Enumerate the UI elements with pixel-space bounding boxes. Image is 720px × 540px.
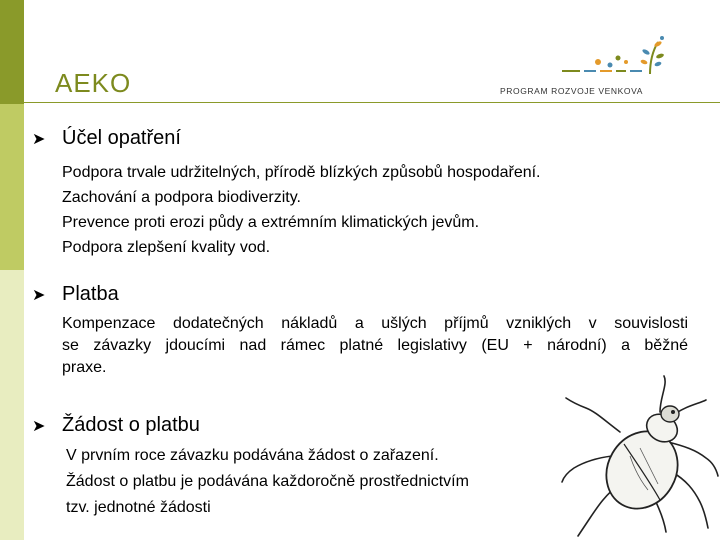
body-line: se závazky jdoucími nad rámec platné legislativy (EU + národní) a běžné [62,337,688,354]
arrow-bullet-icon: ➤ [32,418,46,435]
body-line: Prevence proti erozi půdy a extrémním klimatických jevům. [62,214,480,231]
arrow-bullet-icon: ➤ [32,131,46,148]
sidebar-bottom-block [0,270,24,540]
section-body-ucel [62,160,541,260]
body-line: V prvním roce závazku podávána žádost o zařazení. [66,447,439,464]
body-line: Podpora trvale udržitelných, přírodě blízkých způsobů hospodaření. [62,164,541,181]
section-body-zadost [66,443,469,521]
body-line: Podpora zlepšení kvality vod. [62,239,271,256]
header-divider [24,102,720,103]
slide-title: AEKO [55,68,132,98]
sidebar-middle-block [0,104,24,270]
section-body-platba [62,313,688,379]
logo-graphic-icon [500,34,676,86]
logo-text: PROGRAM ROZVOJE VENKOVA [500,86,644,96]
arrow-bullet-icon: ➤ [32,287,46,304]
body-line: tzv. jednotné žádosti [66,499,211,516]
body-line: Žádost o platbu je podávána každoročně prostřednictvím [66,473,469,490]
sidebar-top-block [0,0,24,104]
beetle-illustration [560,372,720,540]
program-logo [500,34,676,100]
body-line: praxe. [62,359,107,376]
sidebar-stripe [0,0,24,540]
body-line: Kompenzace dodatečných nákladů a ušlých příjmů vzniklých v souvislosti [62,315,688,332]
body-line: Zachování a podpora biodiverzity. [62,189,301,206]
